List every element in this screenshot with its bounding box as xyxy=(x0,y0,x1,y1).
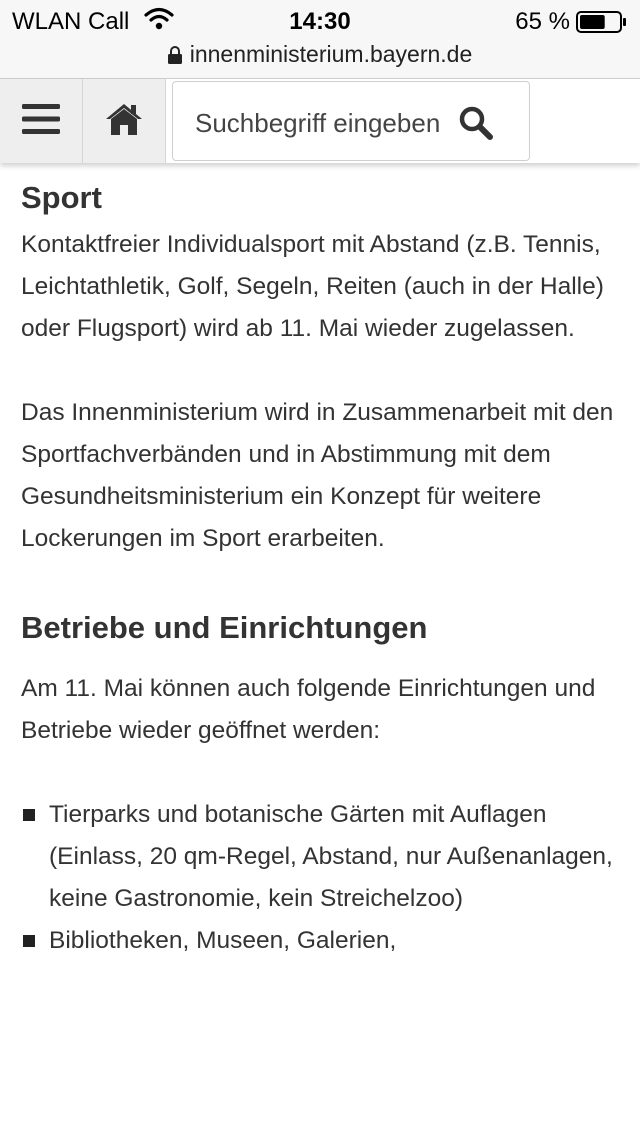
article-content xyxy=(21,172,621,962)
search-placeholder: Suchbegriff eingeben xyxy=(195,108,441,138)
list-item xyxy=(21,794,621,920)
search-input[interactable] xyxy=(172,81,530,161)
menu-button[interactable] xyxy=(0,79,83,163)
bullet-icon xyxy=(23,935,35,947)
betriebe-heading: Betriebe und Einrichtungen xyxy=(21,610,428,645)
url-text: innenministerium.bayern.de xyxy=(189,41,473,67)
sport-paragraph-1: Kontaktfreier Individualsport mit Abstand (z.B. Tennis, Leichtathletik, Golf, Segeln, Reiten (auch in der Halle) oder Flugsport) wird ab 11. Mai wieder zugelassen. xyxy=(21,231,604,342)
battery-icon xyxy=(576,10,628,39)
hamburger-menu-icon xyxy=(21,102,61,141)
facilities-list xyxy=(21,794,621,962)
carrier-label: WLAN Call xyxy=(12,8,130,35)
sport-heading: Sport xyxy=(21,180,102,215)
betriebe-intro: Am 11. Mai können auch folgende Einrichtungen und Betriebe wieder geöffnet werden: xyxy=(21,675,596,744)
list-item xyxy=(21,920,621,962)
lock-icon xyxy=(168,43,182,70)
home-button[interactable] xyxy=(83,79,166,163)
bullet-icon xyxy=(23,809,35,821)
list-item-text: Bibliotheken, Museen, Galerien, xyxy=(49,927,397,954)
address-bar[interactable] xyxy=(0,40,640,79)
sport-paragraph-2: Das Innenministerium wird in Zusammenarbeit mit den Sportfachverbänden und in Abstimmung mit dem Gesundheitsministerium ein Konzept für weitere Lockerungen im Sport erarbeiten. xyxy=(21,399,614,552)
battery-percentage: 65 % xyxy=(515,8,570,35)
site-toolbar xyxy=(0,79,640,163)
list-item-text: Tierparks und botanische Gärten mit Auflagen (Einlass, 20 qm-Regel, Abstand, nur Außenanlagen, keine Gastronomie, kein Streichelzoo) xyxy=(49,801,613,912)
status-bar xyxy=(0,0,640,40)
status-time: 14:30 xyxy=(289,8,351,35)
home-icon xyxy=(104,102,144,141)
search-icon[interactable] xyxy=(459,106,493,145)
